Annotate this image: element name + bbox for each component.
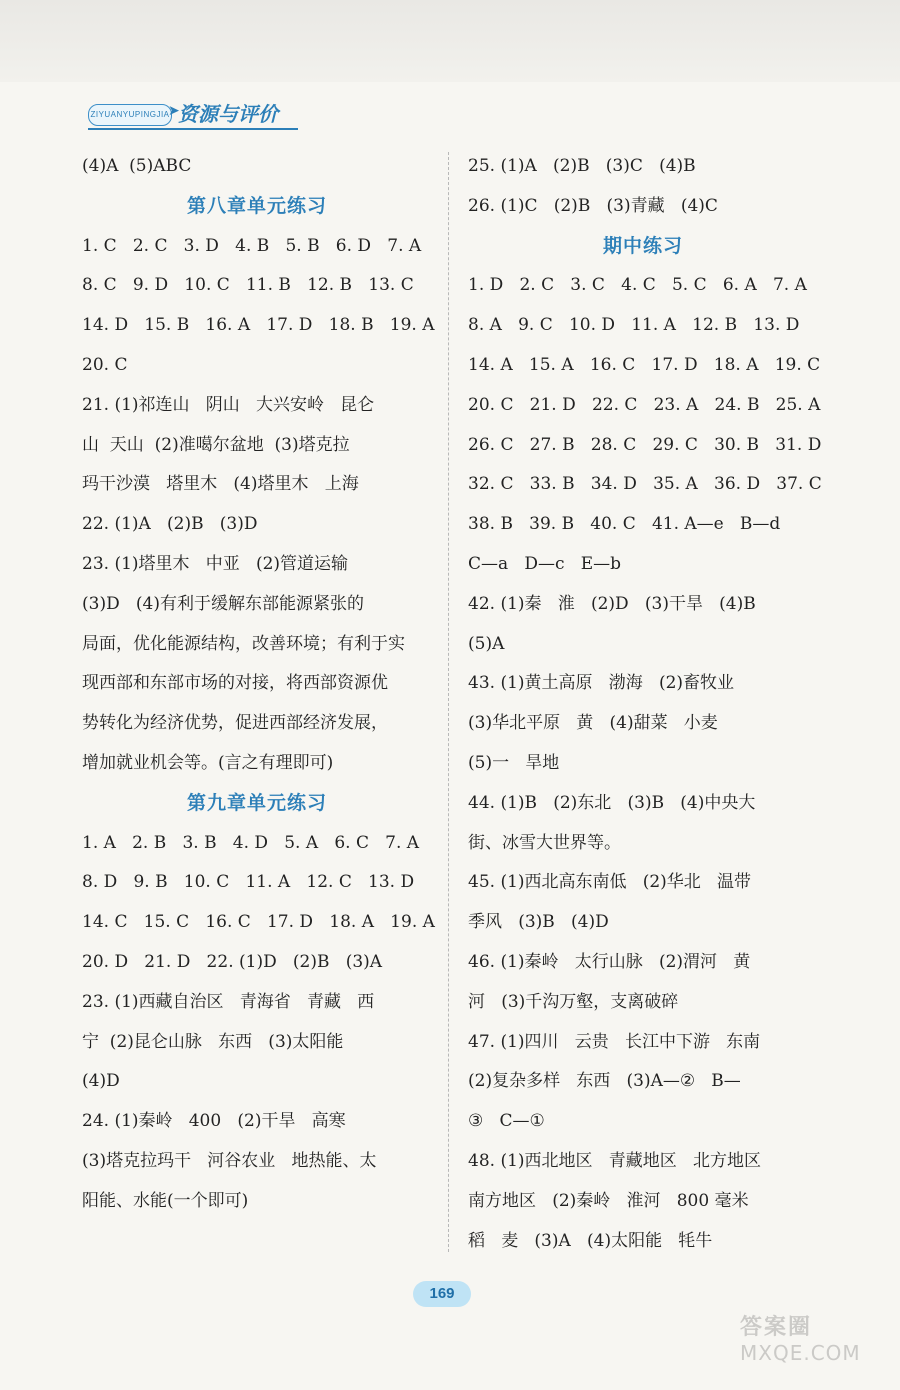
answer-line: (3)塔克拉玛干 河谷农业 地热能、太 bbox=[82, 1150, 377, 1171]
column-divider bbox=[448, 152, 449, 1252]
right-answer-column bbox=[468, 147, 822, 1261]
answer-line: 14. D 15. B 16. A 17. D 18. B 19. A bbox=[82, 315, 435, 336]
book-header bbox=[88, 98, 318, 132]
answer-line: ③ C—① bbox=[468, 1111, 545, 1132]
answer-line: 宁 (2)昆仑山脉 东西 (3)太阳能 bbox=[82, 1031, 344, 1052]
left-answer-column bbox=[82, 147, 435, 1222]
answer-line: (4)A (5)ABC bbox=[82, 156, 192, 176]
answer-line: 14. A 15. A 16. C 17. D 18. A 19. C bbox=[468, 354, 821, 375]
arrow-icon: ➤ bbox=[168, 103, 180, 119]
answer-line: 48. (1)西北地区 青藏地区 北方地区 bbox=[468, 1150, 761, 1171]
header-title: 资源与评价 bbox=[178, 102, 278, 126]
answer-line: 20. D 21. D 22. (1)D (2)B (3)A bbox=[82, 951, 383, 972]
watermark-url: MXQE.COM bbox=[740, 1341, 861, 1365]
answer-line: 26. C 27. B 28. C 29. C 30. B 31. D bbox=[468, 434, 822, 455]
header-underline bbox=[88, 128, 298, 130]
answer-line: 23. (1)塔里木 中亚 (2)管道运输 bbox=[82, 553, 349, 574]
answer-line: 44. (1)B (2)东北 (3)B (4)中央大 bbox=[468, 792, 756, 813]
answer-line: (3)华北平原 黄 (4)甜菜 小麦 bbox=[468, 713, 718, 734]
watermark-text: 答案圈 bbox=[740, 1315, 813, 1340]
answer-line: 河 (3)千沟万壑，支离破碎 bbox=[468, 991, 679, 1012]
page-number: 169 bbox=[413, 1281, 471, 1307]
answer-line: 8. C 9. D 10. C 11. B 12. B 13. C bbox=[82, 275, 414, 296]
answer-line: 季风 (3)B (4)D bbox=[468, 912, 609, 933]
answer-line: (5)A bbox=[468, 633, 505, 654]
answer-line: 32. C 33. B 34. D 35. A 36. D 37. C bbox=[468, 474, 822, 495]
answer-line: 25. (1)A (2)B (3)C (4)B bbox=[468, 156, 696, 176]
answer-line: (2)复杂多样 东西 (3)A—② B— bbox=[468, 1071, 741, 1092]
answer-line: 阳能、水能(一个即可) bbox=[82, 1190, 249, 1211]
answer-line: 20. C 21. D 22. C 23. A 24. B 25. A bbox=[468, 394, 821, 415]
header-tag: ZIYUANYUPINGJIA bbox=[88, 104, 172, 126]
answer-line: (4)D bbox=[82, 1071, 120, 1092]
answer-line: 20. C bbox=[82, 354, 128, 375]
answer-line: 南方地区 (2)秦岭 淮河 800 毫米 bbox=[468, 1190, 749, 1211]
answer-line: 43. (1)黄土高原 渤海 (2)畜牧业 bbox=[468, 673, 735, 694]
answer-line: C—a D—c E—b bbox=[468, 553, 622, 574]
answer-line: 14. C 15. C 16. C 17. D 18. A 19. A bbox=[82, 912, 435, 933]
answer-line: 1. A 2. B 3. B 4. D 5. A 6. C 7. A bbox=[82, 832, 420, 853]
answer-line: (5)一 旱地 bbox=[468, 752, 560, 773]
answer-line: 26. (1)C (2)B (3)青藏 (4)C bbox=[468, 195, 718, 216]
answer-line: 24. (1)秦岭 400 (2)干旱 高寒 bbox=[82, 1111, 346, 1132]
answer-line: 23. (1)西藏自治区 青海省 青藏 西 bbox=[82, 991, 375, 1012]
answer-line: 稻 麦 (3)A (4)太阳能 牦牛 bbox=[468, 1230, 713, 1251]
answer-line: 局面，优化能源结构，改善环境；有利于实 bbox=[82, 633, 405, 654]
answer-line: 山 天山 (2)准噶尔盆地 (3)塔克拉 bbox=[82, 434, 350, 455]
answer-line: 46. (1)秦岭 太行山脉 (2)渭河 黄 bbox=[468, 951, 751, 972]
section-heading: 期中练习 bbox=[602, 234, 683, 257]
answer-line: 42. (1)秦 淮 (2)D (3)干旱 (4)B bbox=[468, 593, 756, 614]
answer-line: 22. (1)A (2)B (3)D bbox=[82, 514, 258, 535]
answer-line: 势转化为经济优势，促进西部经济发展， bbox=[82, 713, 388, 734]
section-heading: 第九章单元练习 bbox=[186, 791, 327, 814]
answer-line: 1. D 2. C 3. C 4. C 5. C 6. A 7. A bbox=[468, 275, 807, 296]
answer-line: 21. (1)祁连山 阴山 大兴安岭 昆仑 bbox=[82, 394, 375, 415]
section-heading: 第八章单元练习 bbox=[186, 194, 327, 217]
answer-line: 街、冰雪大世界等。 bbox=[468, 832, 621, 853]
answer-line: 1. C 2. C 3. D 4. B 5. B 6. D 7. A bbox=[82, 235, 422, 256]
answer-line: 8. A 9. C 10. D 11. A 12. B 13. D bbox=[468, 315, 800, 336]
answer-line: 47. (1)四川 云贵 长江中下游 东南 bbox=[468, 1031, 761, 1052]
answer-line: 45. (1)西北高东南低 (2)华北 温带 bbox=[468, 872, 752, 893]
answer-line: 玛干沙漠 塔里木 (4)塔里木 上海 bbox=[82, 474, 359, 495]
answer-line: 现西部和东部市场的对接，将西部资源优 bbox=[82, 673, 388, 694]
answer-line: 38. B 39. B 40. C 41. A—e B—d bbox=[468, 514, 781, 535]
answer-line: (3)D (4)有利于缓解东部能源紧张的 bbox=[82, 593, 365, 614]
answer-line: 增加就业机会等。(言之有理即可) bbox=[82, 752, 334, 773]
watermark bbox=[740, 1310, 890, 1380]
answer-line: 8. D 9. B 10. C 11. A 12. C 13. D bbox=[82, 872, 415, 893]
scanned-top-margin bbox=[0, 0, 900, 82]
